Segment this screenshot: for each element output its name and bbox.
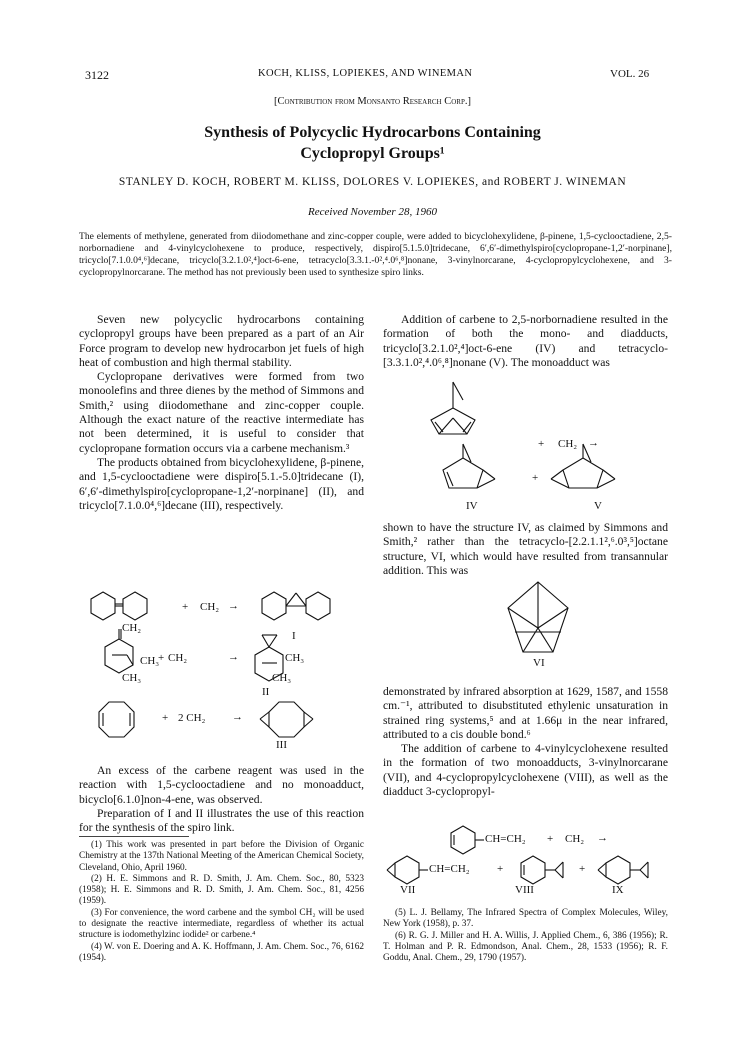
abstract: The elements of methylene, generated from diiodomethane and zinc-copper couple, were added to bicyclohexylidene, β-pinene, 1,5-cyclooctadiene, 2,5-norbornadiene and 4-vinylcyclohexene to produce, respectively, dispiro[5.1.5.0]tridecane, 6′,6′-dimethylspiro[cyclopropane-1,2′-norpinane], tricyclo[7.1.0.0⁴,⁶]decane, tricyclo[3.2.1.0²,⁴]oct-6-ene, tetracyclo[3.3.1.-0²,⁴.0⁶,⁸]nonane, 3-vinylnorcarane, 4-cyclopropylcyclohexene, and 3-cyclopropylnorcarane. The method has not previously been used to synthesize spiro links. xyxy=(79,231,672,278)
reaction-arrow: → xyxy=(588,437,599,449)
tetracyclononane-ring xyxy=(563,458,603,488)
norbornadiene-ring xyxy=(431,408,475,434)
compound-label-vii: VII xyxy=(400,884,416,896)
cyclohexane-ring xyxy=(306,592,330,620)
right-column-middle xyxy=(383,521,668,578)
paragraph: Preparation of I and II illustrates the use of this reaction for the synthesis of the spiro link. xyxy=(79,806,364,835)
cyclohexane-ring xyxy=(262,592,286,620)
methyl-label: CH₃ xyxy=(285,652,305,664)
authors: STANLEY D. KOCH, ROBERT M. KLISS, DOLORES V. LOPIEKES, and ROBERT J. WINEMAN xyxy=(118,176,627,188)
paragraph: An excess of the carbene reagent was used in the reaction with 1,5-cyclooctadiene and no monoadduct, bicyclo[6.1.0]non-4-ene, was observed. xyxy=(79,764,364,806)
cyclohexene-ring xyxy=(451,826,475,854)
volume: VOL. 26 xyxy=(610,68,650,80)
footnote-rule xyxy=(79,836,189,837)
paragraph: The addition of carbene to 4-vinylcyclohexene resulted in the formation of two monoadducts, 3-vinylnorcarane (VII), and 4-cyclopropylcyclohexene (VIII), as well as the diadduct 3-cyclopropyl- xyxy=(383,742,668,799)
plus-sign: + xyxy=(497,863,504,875)
norcarane-ring xyxy=(395,856,419,884)
plus-sign: + xyxy=(547,833,554,845)
footnote: (1) This work was presented in part before the Division of Organic Chemistry at the 137th National Meeting of the American Chemical Society, Cleveland, Ohio, April 1960. xyxy=(79,840,364,873)
contribution-line: [Contribution from Monsanto Research Corp.] xyxy=(274,96,471,107)
compound-label-iii: III xyxy=(276,739,287,751)
vinyl-group: CH=CH₂ xyxy=(429,863,470,875)
paragraph: Addition of carbene to 2,5-norbornadiene resulted in the formation of both the mono- and diadducts, tricyclo[3.2.1.0²,⁴]oct-6-ene (IV) and tetracyclo-[3.3.1.0²,⁴.0⁶,⁸]nonane (V). The monoadduct was xyxy=(383,313,668,369)
methyl-label: CH₃ xyxy=(272,672,292,684)
compound-label-ix: IX xyxy=(612,884,624,896)
norcarane-ring xyxy=(606,856,630,884)
cyclohexane-ring xyxy=(123,592,147,620)
scheme-iv-v xyxy=(383,378,668,498)
compound-label-ii: II xyxy=(262,686,270,698)
reaction-arrow: → xyxy=(597,832,608,844)
plus-sign: + xyxy=(532,472,539,484)
ch2-reagent: CH₂ xyxy=(565,833,585,845)
reaction-arrow: → xyxy=(228,600,239,612)
plus-sign: + xyxy=(162,712,169,724)
paragraph: demonstrated by infrared absorption at 1629, 1587, and 1558 cm.⁻¹, attributed to disubstituted ethylenic unsaturation in strained ring systems,⁵ and at 1.66μ in the near infrared, attributed to a cis double bond.⁶ xyxy=(383,685,668,741)
ch2-reagent: CH₂ xyxy=(200,601,220,613)
methylene-label: CH₂ xyxy=(122,622,142,634)
footnote: (4) W. von E. Doering and A. K. Hoffmann, J. Am. Chem. Soc., 76, 6162 (1954). xyxy=(79,941,364,963)
left-column-top xyxy=(79,313,364,513)
received-date: Received November 28, 1960 xyxy=(308,206,437,218)
footnotes-left xyxy=(79,840,364,964)
tricyclodecane-ring xyxy=(269,702,304,737)
compound-label-v: V xyxy=(594,500,602,512)
page-number: 3122 xyxy=(85,68,109,82)
tricyclooctene-ring xyxy=(443,458,483,488)
cyclooctadiene-ring xyxy=(99,702,134,737)
compound-label-iv: IV xyxy=(466,500,478,512)
methyl-label: CH₃ xyxy=(140,655,160,667)
footnote: (3) For convenience, the word carbene and the symbol CH₂ will be used to designate the reactive intermediate, regardless of whether its actual structure is iodomethylzinc iodide² or carbene.⁴ xyxy=(79,907,364,941)
left-column-bottom xyxy=(79,764,364,835)
plus-sign: + xyxy=(579,863,586,875)
vinyl-group: CH=CH₂ xyxy=(485,833,526,845)
reaction-arrow: → xyxy=(228,651,239,663)
right-column-lower xyxy=(383,685,668,799)
methyl-label: CH₃ xyxy=(122,672,142,684)
paragraph: The products obtained from bicyclohexylidene, β-pinene, and 1,5-cyclooctadiene were dispiro[5.1.-5.0]tridecane (I), 6′,6′-dimethylspiro[cyclopropane-1,2′-norpinane] (II), and tricyclo[7.1.0.0⁴,⁶]decane (III), respectively. xyxy=(79,455,364,512)
title-line-2: Cyclopropyl Groups¹ xyxy=(300,145,445,162)
footnotes-right xyxy=(383,908,668,964)
compound-label-i: I xyxy=(292,630,296,642)
scheme-vi xyxy=(383,572,668,662)
running-head: KOCH, KLISS, LOPIEKES, AND WINEMAN xyxy=(258,68,473,79)
reaction-arrow: → xyxy=(232,711,243,723)
plus-sign: + xyxy=(182,601,189,613)
ch2-reagent: CH₂ xyxy=(168,652,188,664)
ch2-reagent: CH₂ xyxy=(558,438,578,450)
compound-label-viii: VIII xyxy=(515,884,534,896)
footnote: (2) H. E. Simmons and R. D. Smith, J. Am. Chem. Soc., 80, 5323 (1958); H. E. Simmons and R. D. Smith, J. Am. Chem. Soc., 81, 4256 (1959). xyxy=(79,873,364,907)
pinene-ring xyxy=(105,639,133,673)
cyclohexene-ring xyxy=(521,856,545,884)
two-ch2-reagent: 2 CH₂ xyxy=(178,712,206,724)
paragraph: shown to have the structure IV, as claimed by Simmons and Smith,² rather than the tetracyclo-[2.2.1.1²,⁶.0³,⁵]octane structure, VI, which would have resulted from transannular addition. This was xyxy=(383,521,668,577)
plus-sign: + xyxy=(538,438,545,450)
paragraph: Seven new polycyclic hydrocarbons containing cyclopropyl groups have been prepared as a part of an Air Force program to develop new hydrocarbon jet fuels of high heat of combustion and high thermal stability. xyxy=(79,313,364,369)
scheme-i-ii-iii xyxy=(79,585,364,755)
compound-label-vi: VI xyxy=(533,657,545,669)
plus-sign: + xyxy=(158,652,165,664)
footnote: (6) R. G. J. Miller and H. A. Willis, J. Applied Chem., 6, 386 (1956); R. T. Holman and P. R. Edmondson, Anal. Chem., 28, 1533 (1956); R. F. Goddu, Anal. Chem., 29, 1790 (1957). xyxy=(383,930,668,964)
cyclohexane-ring xyxy=(91,592,115,620)
right-column-top xyxy=(383,313,668,370)
paragraph: Cyclopropane derivatives were formed from two monoolefins and three dienes by the method of Simmons and Smith,² using diiodomethane and zinc-copper couple. Although the exact nature of the reactive intermediate has not been determined, it is useful to consider that cyclopropane formation occurs via a carbene mechanism.³ xyxy=(79,370,364,455)
title-line-1: Synthesis of Polycyclic Hydrocarbons Containing xyxy=(204,124,541,141)
footnote: (5) L. J. Bellamy, The Infrared Spectra of Complex Molecules, Wiley, New York (1958), p. 37. xyxy=(383,908,668,930)
